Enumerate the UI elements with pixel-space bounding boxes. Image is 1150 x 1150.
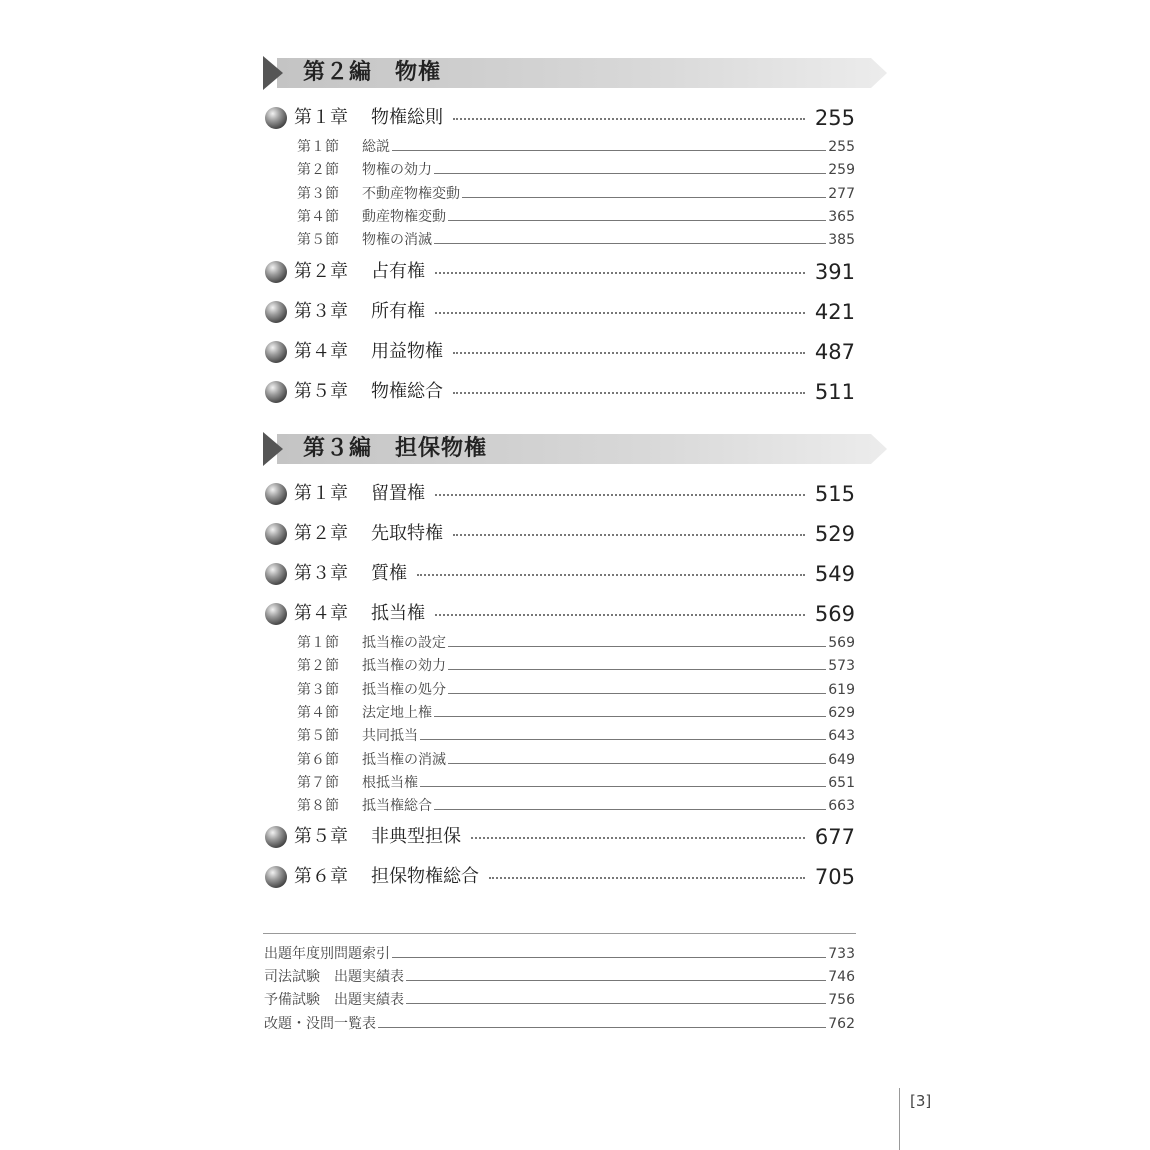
section-page: 651 xyxy=(828,774,855,791)
section-number: 第３節 xyxy=(297,681,339,698)
chapter-leader-dots xyxy=(453,534,805,536)
section-number: 第２節 xyxy=(297,658,339,675)
section-title: 不動産物権変動 xyxy=(362,185,460,202)
chapter-row[interactable] xyxy=(0,479,1150,509)
section-leader-line xyxy=(434,716,826,717)
section-page: 619 xyxy=(828,681,855,698)
section-title: 根抵当権 xyxy=(362,774,418,791)
section-page: 569 xyxy=(828,635,855,651)
chapter-number: 第２章 xyxy=(294,260,348,282)
chapter-row[interactable] xyxy=(0,377,1150,407)
section-number: 第３節 xyxy=(297,185,339,202)
chapter-title: 用益物権 xyxy=(371,340,443,362)
chapter-leader-dots xyxy=(435,272,805,274)
section-title: 動産物権変動 xyxy=(362,208,446,225)
chapter-number: 第４章 xyxy=(294,340,348,362)
section-leader-line xyxy=(448,693,826,694)
index-title: 司法試験 出題実績表 xyxy=(264,969,404,986)
chapter-number: 第２章 xyxy=(294,523,348,544)
chapter-number: 第１章 xyxy=(294,107,348,128)
index-leader-line xyxy=(406,1003,826,1004)
section-leader-line xyxy=(434,243,826,244)
chapter-leader-dots xyxy=(435,312,805,314)
section-row[interactable] xyxy=(0,159,1150,181)
section-number: 第４節 xyxy=(297,704,339,721)
section-title: 抵当権の消滅 xyxy=(362,751,446,768)
chapter-title: 非典型担保 xyxy=(371,826,461,848)
section-page: 385 xyxy=(828,232,855,249)
section-leader-line xyxy=(434,809,826,810)
chapter-title: 物権総合 xyxy=(371,380,443,402)
chapter-bullet-icon xyxy=(265,523,287,545)
index-page: 762 xyxy=(828,1015,855,1032)
chapter-number: 第４章 xyxy=(294,603,348,624)
chapter-bullet-icon xyxy=(265,341,287,363)
chapter-bullet-icon xyxy=(265,866,287,888)
section-page: 643 xyxy=(828,728,855,745)
index-row[interactable] xyxy=(0,943,1150,965)
section-page: 255 xyxy=(828,139,855,155)
section-leader-line xyxy=(448,763,826,764)
chapter-leader-dots xyxy=(489,877,805,879)
chapter-leader-dots xyxy=(471,837,805,839)
section-title: 抵当権の効力 xyxy=(362,658,446,675)
chapter-leader-dots xyxy=(435,614,805,616)
chapter-row[interactable] xyxy=(0,103,1150,133)
section-title: 物権の効力 xyxy=(362,162,432,179)
index-row[interactable] xyxy=(0,966,1150,988)
chapter-row[interactable] xyxy=(0,862,1150,892)
chapter-title: 占有権 xyxy=(371,260,425,282)
section-leader-line xyxy=(420,739,826,740)
chapter-title: 先取特権 xyxy=(371,523,443,544)
section-title: 抵当権の設定 xyxy=(362,635,446,651)
section-row[interactable] xyxy=(0,206,1150,228)
section-title: 物権の消滅 xyxy=(362,232,432,249)
chapter-row[interactable] xyxy=(0,519,1150,549)
chapter-bullet-icon xyxy=(265,301,287,323)
chapter-number: 第５章 xyxy=(294,826,348,848)
chapter-row[interactable] xyxy=(0,822,1150,852)
section-title: 総説 xyxy=(362,139,390,155)
index-divider xyxy=(263,933,856,934)
chapter-number: 第３章 xyxy=(294,300,348,322)
section-number: 第７節 xyxy=(297,774,339,791)
chapter-page: 515 xyxy=(814,482,855,506)
section-number: 第５節 xyxy=(297,728,339,745)
chapter-number: 第３章 xyxy=(294,563,348,584)
chapter-page: 391 xyxy=(814,259,855,284)
chapter-row[interactable] xyxy=(0,599,1150,629)
section-number: 第２節 xyxy=(297,162,339,179)
section-title: 抵当権の処分 xyxy=(362,681,446,698)
chapter-title: 所有権 xyxy=(371,300,425,322)
section-title: 共同抵当 xyxy=(362,728,418,745)
section-number: 第５節 xyxy=(297,232,339,249)
index-leader-line xyxy=(406,980,826,981)
index-page: 733 xyxy=(828,946,855,962)
index-page: 756 xyxy=(828,992,855,1009)
chapter-number: 第１章 xyxy=(294,483,348,504)
section-page: 663 xyxy=(828,798,855,815)
index-leader-line xyxy=(378,1027,826,1028)
chapter-bullet-icon xyxy=(265,826,287,848)
chapter-number: 第６章 xyxy=(294,866,348,888)
chapter-leader-dots xyxy=(453,392,805,394)
chapter-page: 529 xyxy=(814,522,855,546)
section-row[interactable] xyxy=(0,725,1150,747)
section-row[interactable] xyxy=(0,795,1150,817)
chapter-page: 677 xyxy=(814,825,855,850)
chapter-page: 569 xyxy=(814,602,855,626)
chapter-page: 255 xyxy=(814,106,855,130)
chapter-title: 質権 xyxy=(371,563,407,584)
section-number: 第６節 xyxy=(297,751,339,768)
section-title: 法定地上権 xyxy=(362,704,432,721)
part-title: 第３編 担保物権 xyxy=(303,436,488,461)
chapter-row[interactable] xyxy=(0,337,1150,367)
part-title: 第２編 物権 xyxy=(303,60,442,85)
index-title: 予備試験 出題実績表 xyxy=(264,992,404,1009)
chapter-leader-dots xyxy=(435,494,805,496)
section-row[interactable] xyxy=(0,183,1150,205)
chapter-page: 511 xyxy=(814,379,855,404)
section-row[interactable] xyxy=(0,772,1150,794)
chapter-number: 第５章 xyxy=(294,380,348,402)
chapter-row[interactable] xyxy=(0,559,1150,589)
section-row[interactable] xyxy=(0,136,1150,158)
section-leader-line xyxy=(448,220,826,221)
section-page: 277 xyxy=(828,185,855,202)
chapter-row[interactable] xyxy=(0,297,1150,327)
chapter-page: 549 xyxy=(814,562,855,586)
chapter-title: 物権総則 xyxy=(371,107,443,128)
index-title: 改題・没問一覧表 xyxy=(264,1015,376,1032)
chapter-bullet-icon xyxy=(265,107,287,129)
chapter-leader-dots xyxy=(453,352,805,354)
index-title: 出題年度別問題索引 xyxy=(264,946,390,962)
section-page: 573 xyxy=(828,658,855,675)
chapter-bullet-icon xyxy=(265,603,287,625)
section-row[interactable] xyxy=(0,702,1150,724)
chapter-page: 421 xyxy=(814,299,855,324)
section-page: 649 xyxy=(828,751,855,768)
section-row[interactable] xyxy=(0,679,1150,701)
chapter-bullet-icon xyxy=(265,381,287,403)
section-title: 抵当権総合 xyxy=(362,798,432,815)
part-header xyxy=(263,56,888,90)
part-header xyxy=(263,432,888,466)
chapter-page: 487 xyxy=(814,339,855,364)
index-row[interactable] xyxy=(0,1013,1150,1035)
chapter-row[interactable] xyxy=(0,257,1150,287)
section-row[interactable] xyxy=(0,632,1150,654)
section-leader-line xyxy=(448,669,826,670)
chapter-page: 705 xyxy=(814,865,855,890)
section-row[interactable] xyxy=(0,749,1150,771)
index-leader-line xyxy=(392,957,826,958)
section-leader-line xyxy=(462,197,826,198)
chapter-bullet-icon xyxy=(265,563,287,585)
chapter-title: 担保物権総合 xyxy=(371,866,479,888)
section-page: 629 xyxy=(828,704,855,721)
section-leader-line xyxy=(434,173,826,174)
index-page: 746 xyxy=(828,969,855,986)
section-page: 259 xyxy=(828,162,855,179)
section-leader-line xyxy=(392,150,826,151)
section-row[interactable] xyxy=(0,229,1150,251)
section-number: 第１節 xyxy=(297,139,339,155)
chapter-leader-dots xyxy=(417,574,805,576)
chapter-title: 抵当権 xyxy=(371,603,425,624)
chapter-bullet-icon xyxy=(265,483,287,505)
chapter-title: 留置権 xyxy=(371,483,425,504)
section-number: 第４節 xyxy=(297,208,339,225)
page-number: [3] xyxy=(910,1092,932,1110)
section-leader-line xyxy=(420,786,826,787)
section-number: 第８節 xyxy=(297,798,339,815)
section-page: 365 xyxy=(828,208,855,225)
chapter-bullet-icon xyxy=(265,261,287,283)
page-margin-rule xyxy=(899,1088,900,1150)
section-leader-line xyxy=(448,646,826,647)
section-row[interactable] xyxy=(0,655,1150,677)
chapter-leader-dots xyxy=(453,118,805,120)
section-number: 第１節 xyxy=(297,635,339,651)
index-row[interactable] xyxy=(0,989,1150,1011)
